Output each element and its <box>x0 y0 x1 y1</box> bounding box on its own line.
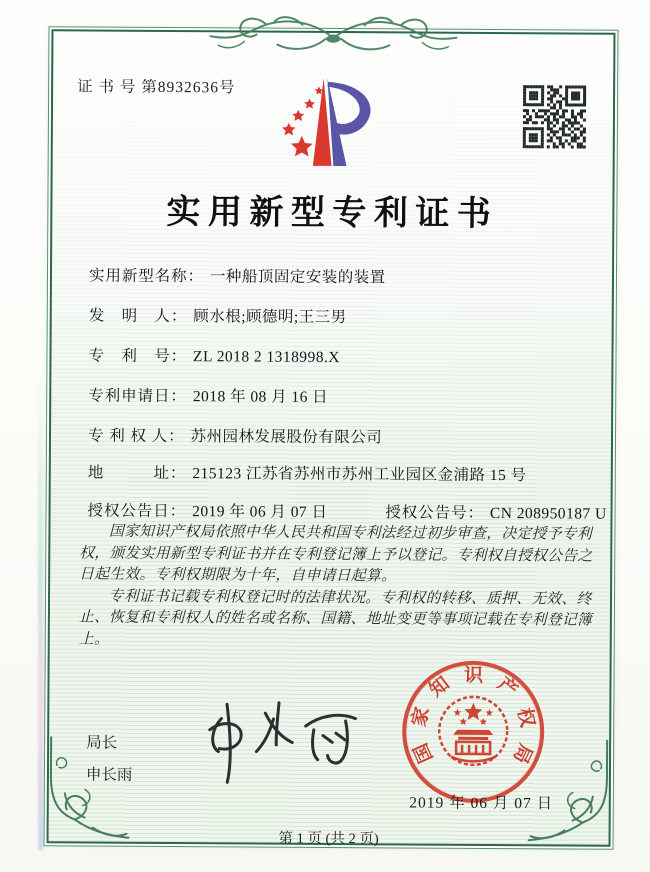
field-label: 授权公告号： <box>385 504 484 522</box>
field-label: 专利申请日： <box>88 387 187 406</box>
legal-paragraph-2: 专利证书记载专利权登记时的法律状况。专利权的转移、质押、无效、终止、恢复和专利权人的姓名或名称、国籍、地址变更等事项记载在专利登记簿上。 <box>78 588 593 648</box>
field-label: 授权公告日： <box>87 502 187 521</box>
field-label: 发 明 人： <box>88 307 188 326</box>
field-inventors <box>89 304 586 331</box>
page-binding-edge <box>38 380 43 850</box>
cnipa-seal <box>400 658 547 805</box>
field-value: 苏州园林发展股份有限公司 <box>190 428 383 447</box>
field-value: 顾水根;顾德明;王三男 <box>193 308 347 327</box>
field-value: ZL 2018 2 1318998.X <box>193 348 341 367</box>
field-label: 地 址： <box>87 464 187 483</box>
certificate-border <box>47 29 616 846</box>
field-address <box>88 461 585 488</box>
field-utility-model-name <box>89 264 586 291</box>
field-value: CN 208950187 U <box>489 504 607 523</box>
field-label: 专 利 权 人： <box>87 427 185 446</box>
field-value: 一种船顶固定安装的装置 <box>209 268 386 287</box>
field-value: 2018 年 08 月 16 日 <box>192 388 329 406</box>
field-label: 专 利 号： <box>88 347 188 366</box>
field-patentee <box>88 424 585 451</box>
certificate-number: 证 书 号 第8932636号 <box>77 78 236 97</box>
seal-date: 2019 年 06 月 07 日 <box>409 794 554 813</box>
cnipa-logo-icon <box>274 73 387 174</box>
field-label: 实用新型名称： <box>88 267 205 286</box>
director-name: 申长雨 <box>85 766 133 784</box>
certificate-frame <box>44 26 619 849</box>
signature-script-icon <box>188 694 379 790</box>
field-application-date <box>88 384 585 411</box>
director-role-label: 局长 <box>86 734 118 752</box>
qr-code <box>523 85 586 148</box>
page-number: 第 1 页 (共 2 页) <box>278 830 379 848</box>
field-value: 2019 年 06 月 07 日 <box>192 503 328 521</box>
national-emblem-icon <box>433 689 514 773</box>
legal-paragraph-1: 国家知识产权局依照中华人民共和国专利法经过初步审查，决定授予专利权，颁发实用新型专利证书并在专利登记簿上予以登记。专利权自授权公告之日起生效。专利权期限为十年，自申请日起算。 <box>79 523 593 585</box>
field-value: 215123 江苏省苏州市苏州工业园区金浦路 15 号 <box>192 465 527 485</box>
seal-arc-text: 国 家 知 识 产 权 局 <box>408 665 539 767</box>
legal-text <box>79 521 598 653</box>
certificate-content <box>49 31 614 848</box>
field-patent-number <box>88 344 585 371</box>
certificate-title: 实用新型专利证书 <box>166 193 499 234</box>
